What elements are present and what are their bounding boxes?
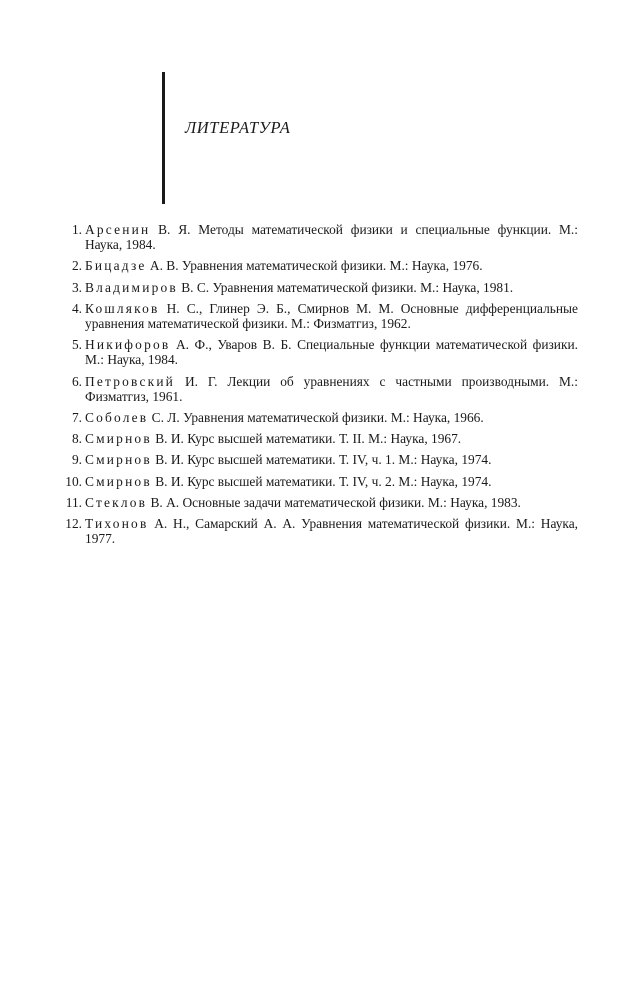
reference-item: [60, 374, 578, 404]
reference-text: В. А. Основные задачи математической физики. М.: Наука, 1983.: [147, 494, 521, 510]
reference-text: И. Г. Лекции об уравнениях с частными производными. М.: Физматгиз, 1961.: [85, 373, 578, 404]
reference-author: Стеклов: [85, 494, 148, 510]
reference-text: В. И. Курс высшей математики. Т. IV, ч. 2. М.: Наука, 1974.: [151, 473, 492, 489]
reference-text: А. Ф., Уваров В. Б. Специальные функции математической физики. М.: Наука, 1984.: [85, 337, 578, 368]
reference-item: [60, 258, 578, 273]
reference-item: [60, 495, 578, 510]
reference-number: 4.: [71, 300, 82, 316]
reference-item: [60, 280, 578, 295]
reference-text: Н. С., Глинер Э. Б., Смирнов М. М. Основные дифференциальные уравнения математической физики. М.: Физматгиз, 1962.: [85, 300, 578, 332]
reference-author: Владимиров: [85, 279, 178, 295]
reference-item: [60, 452, 578, 467]
reference-author: Кошляков: [85, 300, 160, 316]
reference-author: Петровский: [85, 373, 176, 389]
page-heading: ЛИТЕРАТУРА: [185, 118, 291, 137]
reference-text: В. Я. Методы математической физики и специальные функции. М.: Наука, 1984.: [85, 222, 578, 253]
reference-author: Смирнов: [85, 431, 152, 447]
reference-author: Арсенин: [85, 222, 151, 237]
reference-item: [60, 516, 578, 546]
reference-item: [60, 431, 578, 446]
reference-number: 2.: [71, 258, 82, 274]
reference-item: [60, 301, 578, 331]
reference-author: Бицадзе: [85, 258, 147, 274]
vertical-rule: [162, 72, 165, 204]
reference-item: [60, 222, 578, 252]
reference-number: 9.: [71, 452, 82, 468]
reference-text: А. Н., Самарский А. А. Уравнения математической физики. М.: Наука, 1977.: [85, 516, 578, 547]
reference-author: Смирнов: [85, 452, 152, 468]
reference-item: [60, 337, 578, 367]
reference-text: А. В. Уравнения математической физики. М.: Наука, 1976.: [146, 258, 483, 274]
reference-author: Смирнов: [85, 473, 152, 489]
reference-text: В. И. Курс высшей математики. Т. II. М.: Наука, 1967.: [151, 431, 462, 447]
reference-text: В. И. Курс высшей математики. Т. IV, ч. 1. М.: Наука, 1974.: [151, 452, 492, 468]
reference-author: Никифоров: [85, 337, 171, 353]
reference-number: 1.: [71, 222, 82, 237]
reference-author: Тихонов: [85, 516, 149, 532]
reference-number: 3.: [71, 279, 82, 295]
reference-number: 8.: [71, 431, 82, 447]
reference-list: [60, 222, 578, 552]
reference-number: 7.: [71, 410, 82, 426]
reference-number: 11.: [65, 494, 82, 510]
reference-item: [60, 410, 578, 425]
reference-number: 12.: [65, 516, 82, 532]
reference-number: 6.: [71, 373, 82, 389]
reference-number: 5.: [71, 337, 82, 353]
reference-author: Соболев: [85, 410, 149, 426]
reference-text: С. Л. Уравнения математической физики. М.: Наука, 1966.: [148, 410, 484, 426]
reference-text: В. С. Уравнения математической физики. М.: Наука, 1981.: [177, 279, 514, 295]
reference-number: 10.: [65, 473, 82, 489]
reference-item: [60, 474, 578, 489]
